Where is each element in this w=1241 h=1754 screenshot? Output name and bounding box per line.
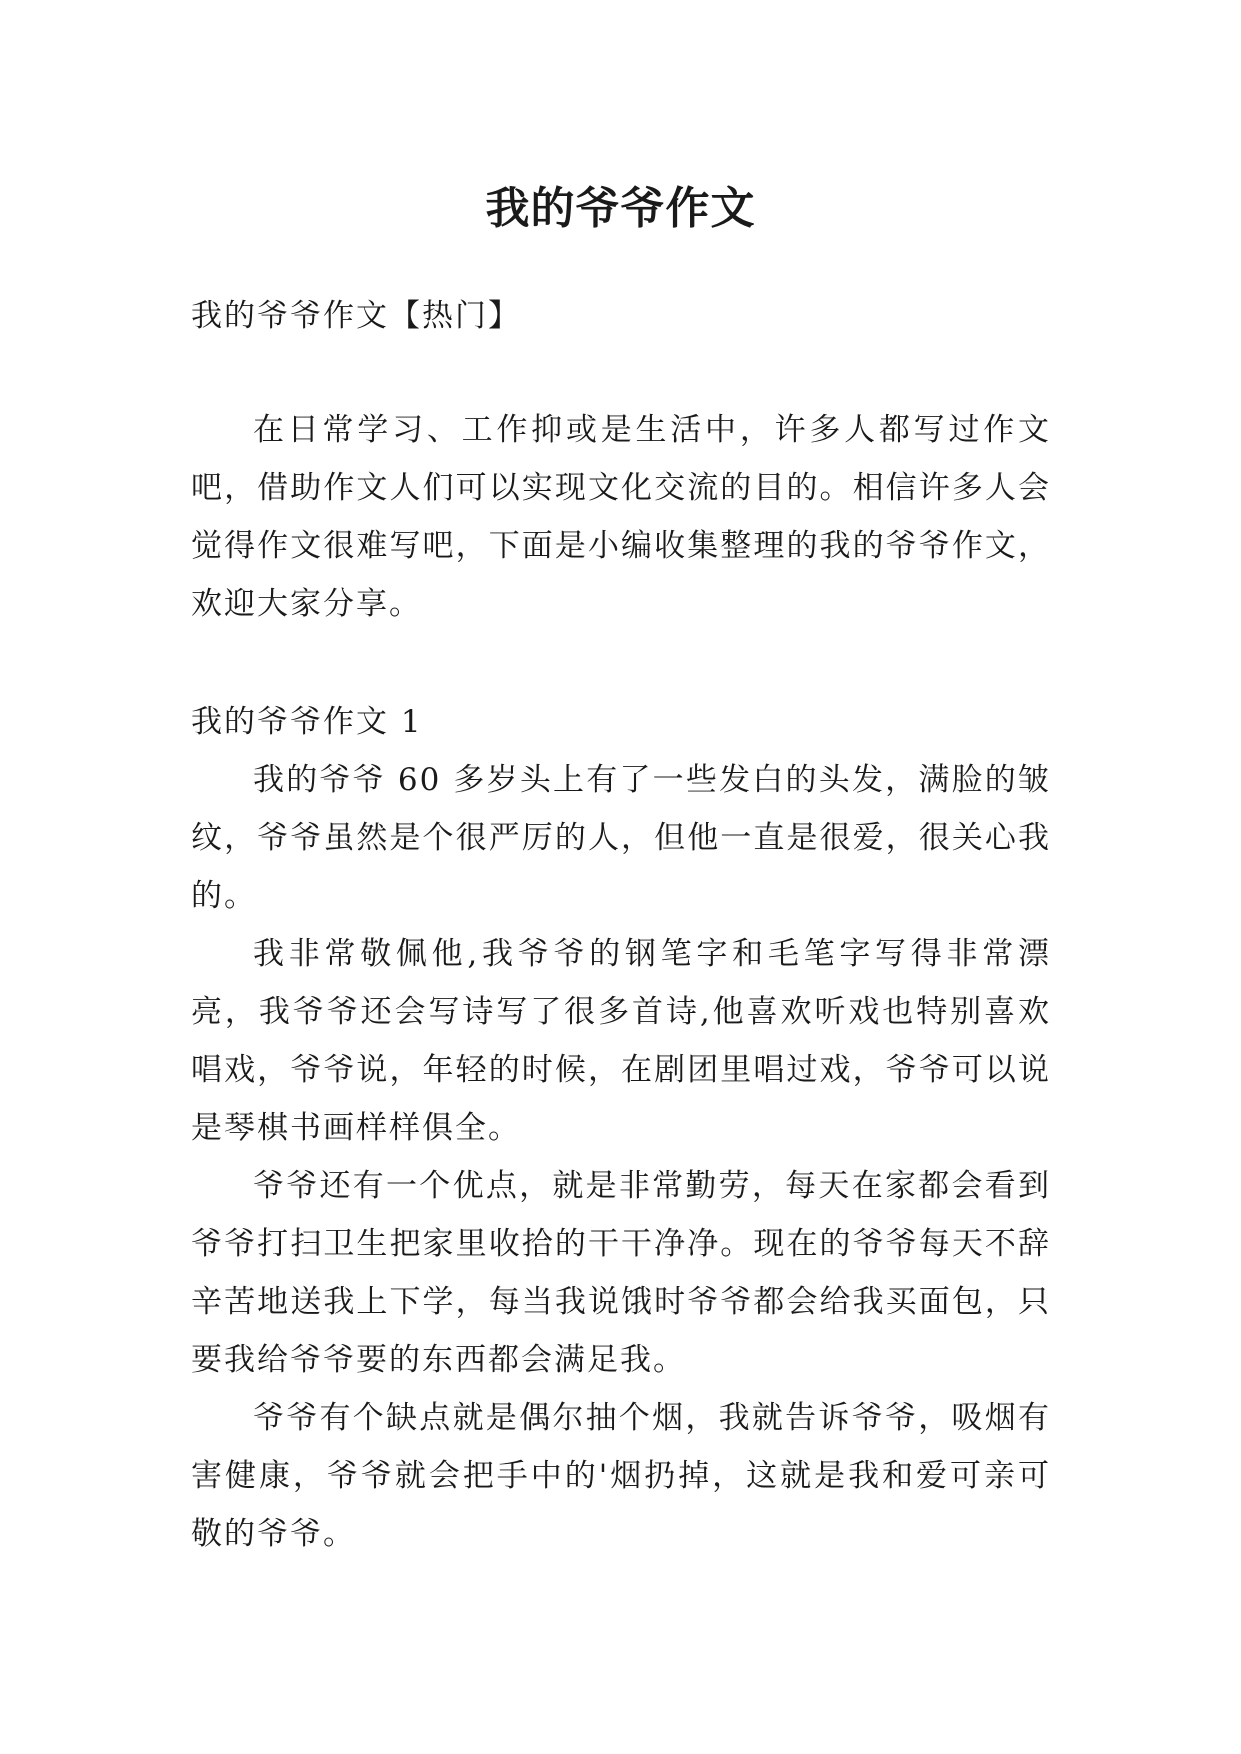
document-title: 我的爷爷作文 — [485, 183, 756, 235]
section-heading: 我的爷爷作文 1 — [191, 704, 423, 740]
document-subtitle: 我的爷爷作文【热门】 — [191, 298, 521, 334]
intro-paragraph: 在日常学习、工作抑或是生活中，许多人都写过作文吧，借助作文人们可以实现文化交流的目的。相信许多人会觉得作文很难写吧，下面是小编收集整理的我的爷爷作文，欢迎大家分享。 — [191, 412, 1051, 622]
document-body — [191, 287, 1051, 1563]
body-paragraph-3: 爷爷还有一个优点，就是非常勤劳，每天在家都会看到爷爷打扫卫生把家里收拾的干干净净。现在的爷爷每天不辞辛苦地送我上下学，每当我说饿时爷爷都会给我买面包，只要我给爷爷要的东西都会满足我。 — [191, 1168, 1051, 1378]
body-paragraph-4: 爷爷有个缺点就是偶尔抽个烟，我就告诉爷爷，吸烟有害健康，爷爷就会把手中的'烟扔掉，这就是我和爱可亲可敬的爷爷。 — [191, 1400, 1051, 1552]
body-paragraph-1: 我的爷爷 60 多岁头上有了一些发白的头发，满脸的皱纹，爷爷虽然是个很严厉的人，但他一直是很爱，很关心我的。 — [191, 762, 1051, 914]
body-paragraph-2: 我非常敬佩他,我爷爷的钢笔字和毛笔字写得非常漂亮，我爷爷还会写诗写了很多首诗,他喜欢听戏也特别喜欢唱戏，爷爷说，年轻的时候，在剧团里唱过戏，爷爷可以说是琴棋书画样样俱全。 — [191, 936, 1051, 1146]
